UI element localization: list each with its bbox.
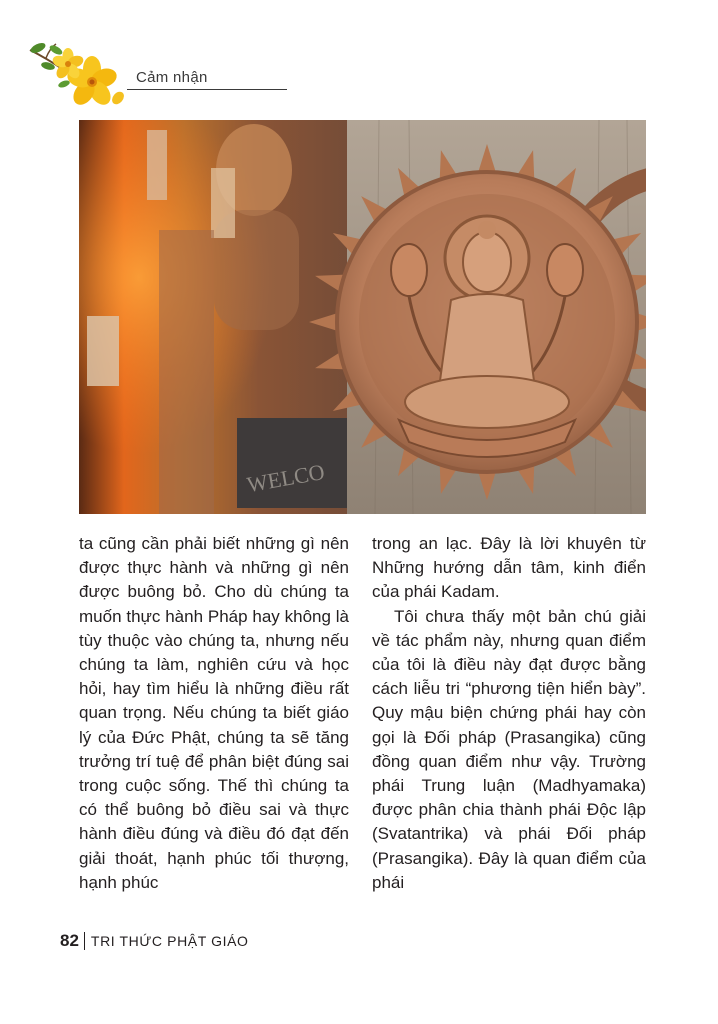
section-header — [26, 40, 296, 110]
page-number: 82 — [60, 931, 79, 950]
paragraph: trong an lạc. Đây là lời khuyên từ Những hướng dẫn tâm, kinh điển của phái Kadam. — [372, 534, 646, 602]
yellow-apricot-blossom-icon — [26, 40, 136, 110]
buddha-carving-photo — [79, 120, 646, 514]
header-divider — [127, 89, 287, 90]
publication-name: TRI THỨC PHẬT GIÁO — [90, 933, 249, 949]
welcome-sign-text: WELCO — [245, 458, 327, 498]
text-column-left — [79, 532, 349, 895]
section-label: Cảm nhận — [136, 69, 208, 86]
page-footer — [60, 931, 249, 951]
text-column-right — [372, 532, 646, 895]
footer-divider — [84, 932, 85, 950]
paragraph: ta cũng cần phải biết những gì nên được thực hành và những gì nên được buông bỏ. Cho dù chúng ta muốn thực hành Pháp hay không là tùy thuộc vào chúng ta, nhưng nếu chúng ta làm, nghiên cứu và học hỏi, hay tìm hiểu là những điều rất quan trọng. Nếu chúng ta biết giáo lý của Đức Phật, chúng ta sẽ tăng trưởng trí tuệ để phân biệt đúng sai trong cuộc sống. Thế thì chúng ta có thể buông bỏ điều sai và thực hành điều đúng và điều đó đạt đến giải thoát, hạnh phúc tối thượng, hạnh phúc — [79, 534, 349, 892]
paragraph: Tôi chưa thấy một bản chú giải về tác phẩm này, nhưng quan điểm của tôi là điều này đạt được bằng cách liễu tri “phương tiện hiển bày”. Quy mậu biện chứng phái hay còn gọi là Đối pháp (Prasangika) cũng đồng quan điểm như vậy. Trường phái Trung luận (Madhyamaka) được phân chia thành phái Độc lập (Svatantrika) và phái Đối pháp (Prasangika). Đây là quan điểm của phái — [372, 606, 646, 892]
